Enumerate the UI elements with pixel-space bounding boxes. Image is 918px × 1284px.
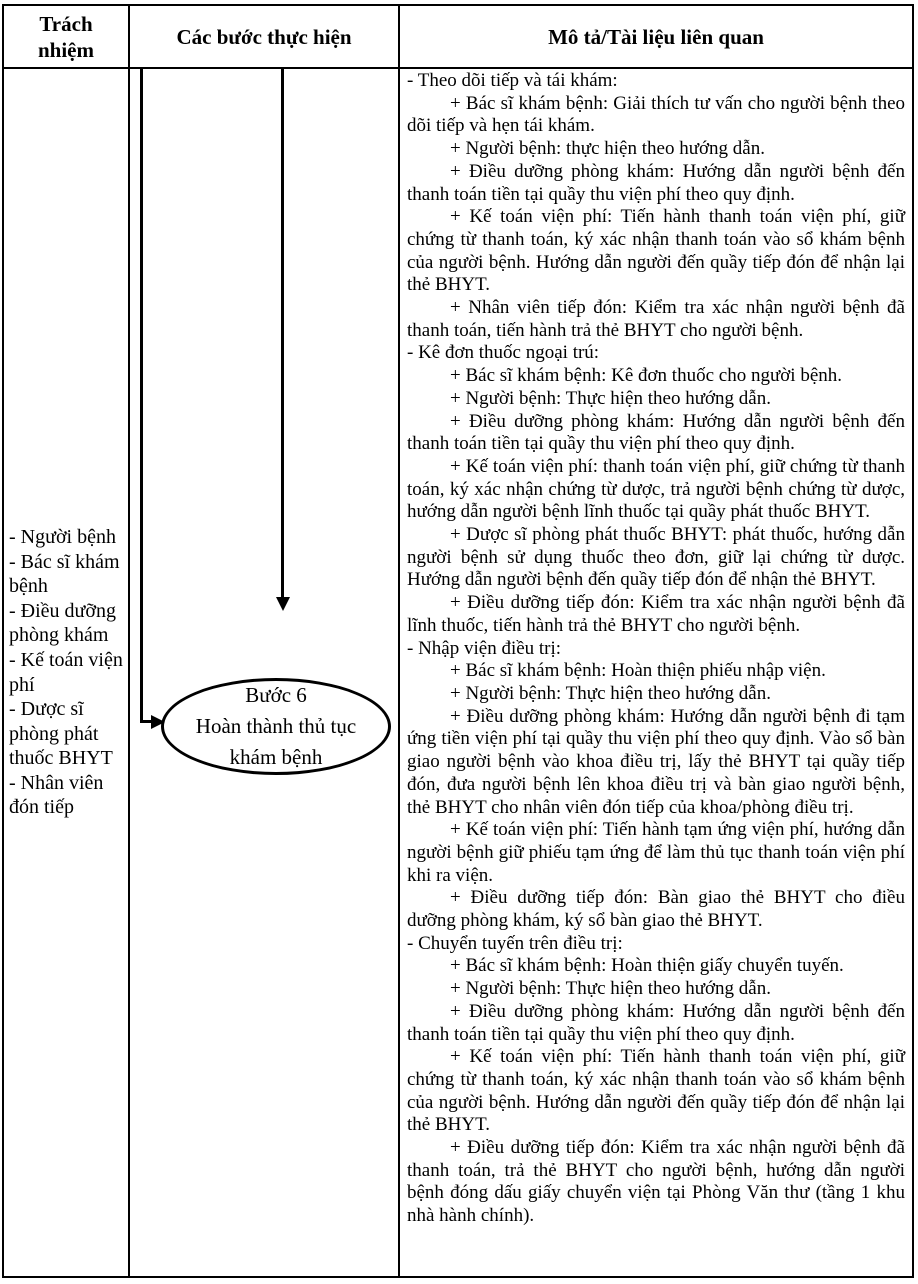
description-paragraph: + Điều dưỡng phòng khám: Hướng dẫn người bệnh đến thanh toán tiền tại quầy thu viện phí theo quy định.: [407, 410, 905, 455]
description-paragraph: + Người bệnh: thực hiện theo hướng dẫn.: [450, 138, 765, 160]
description-paragraph: + Người bệnh: Thực hiện theo hướng dẫn.: [450, 682, 771, 704]
header-steps: [130, 6, 400, 69]
responsibility-item: - Điều dưỡng phòng khám: [9, 599, 116, 647]
responsibility-item: - Người bệnh: [9, 525, 116, 548]
procedure-table: [2, 4, 914, 1278]
responsibility-cell: [4, 69, 130, 1276]
description-paragraph: + Điều dưỡng phòng khám: Hướng dẫn người bệnh đến thanh toán tiền tại quầy thu viện phí theo quy định.: [407, 1000, 905, 1045]
flowchart-cell: [130, 69, 400, 1276]
responsibility-item: - Nhân viên đón tiếp: [9, 771, 104, 819]
description-paragraph: + Bác sĩ khám bệnh: Giải thích tư vấn cho người bệnh theo dõi tiếp và hẹn tái khám.: [407, 92, 905, 137]
header-responsibility-label: Trách nhiệm: [37, 11, 94, 62]
description-paragraph: + Bác sĩ khám bệnh: Hoàn thiện phiếu nhập viện.: [450, 660, 826, 682]
description-paragraph: + Điều dưỡng phòng khám: Hướng dẫn người bệnh đi tạm ứng tiền viện phí tại quầy thu viện phí theo quy định. Vào sổ bàn giao người bệnh vào khoa điều trị, lấy thẻ BHYT tại quầy tiếp đón, đưa người bệnh lên khoa điều trị và bàn giao người bệnh, thẻ BHYT cho nhân viên đón tiếp của khoa/phòng điều trị.: [407, 705, 905, 818]
header-description: [400, 6, 912, 69]
description-cell: [400, 69, 912, 1276]
description-paragraph: + Nhân viên tiếp đón: Kiểm tra xác nhận người bệnh đã thanh toán, tiến hành trả thẻ BHYT cho người bệnh.: [407, 297, 905, 341]
responsibility-list: [9, 525, 123, 820]
description-paragraph: + Người bệnh: Thực hiện theo hướng dẫn.: [450, 387, 771, 409]
description-paragraph: + Kế toán viện phí: Tiến hành thanh toán viện phí, giữ chứng từ thanh toán, ký xác nhận thanh toán vào sổ khám bệnh của người bệnh. Hướng dẫn người đến quầy tiếp đón để nhận lại thẻ BHYT.: [407, 206, 905, 296]
step-6-node: [161, 678, 391, 775]
description-paragraphs: [407, 70, 905, 1228]
description-paragraph: + Điều dưỡng tiếp đón: Kiểm tra xác nhận người bệnh đã lĩnh thuốc, tiến hành trả thẻ BHYT cho người bệnh.: [407, 592, 905, 636]
responsibility-item: - Kế toán viện phí: [9, 648, 123, 696]
description-paragraph: - Kê đơn thuốc ngoại trú:: [407, 342, 600, 364]
header-responsibility: [4, 6, 130, 69]
description-paragraph: - Chuyển tuyến trên điều trị:: [407, 932, 623, 954]
step-title: Hoàn thành thủ tục khám bệnh: [195, 714, 357, 769]
flow-elbow-line: [140, 69, 143, 723]
description-paragraph: + Dược sĩ phòng phát thuốc BHYT: phát thuốc, hướng dẫn người bệnh sử dụng thuốc theo đơn, giữ lại chứng từ dược. Hướng dẫn người bệnh đến quầy tiếp đón để nhận thẻ BHYT.: [407, 524, 905, 591]
description-paragraph: - Theo dõi tiếp và tái khám:: [407, 70, 618, 91]
down-arrowhead-icon: [276, 597, 290, 611]
description-paragraph: + Điều dưỡng phòng khám: Hướng dẫn người bệnh đến thanh toán tiền tại quầy thu viện phí theo quy định.: [407, 160, 905, 205]
step-label: Bước 6: [245, 683, 307, 707]
description-paragraph: + Điều dưỡng tiếp đón: Bàn giao thẻ BHYT cho điều dưỡng phòng khám, ký sổ bàn giao thẻ BHYT.: [407, 887, 905, 932]
flow-vertical-line: [281, 69, 284, 597]
description-paragraph: + Điều dưỡng tiếp đón: Kiểm tra xác nhận người bệnh đã thanh toán, trả thẻ BHYT cho người bệnh, hướng dẫn người bệnh đóng dấu giấy chuyển viện tại Phòng Văn thư (tầng 1 khu nhà hành chính).: [407, 1137, 905, 1227]
description-paragraph: + Kế toán viện phí: thanh toán viện phí, giữ chứng từ thanh toán, ký xác nhận chứng từ dược, trả người bệnh chứng từ dược, hướng dẫn người bệnh lĩnh thuốc tại quầy phát thuốc BHYT.: [407, 455, 905, 523]
description-paragraph: + Kế toán viện phí: Tiến hành tạm ứng viện phí, hướng dẫn người bệnh giữ phiếu tạm ứng để làm thủ tục thanh toán viện phí khi ra viện.: [407, 819, 905, 886]
description-paragraph: + Bác sĩ khám bệnh: Hoàn thiện giấy chuyển tuyến.: [450, 955, 844, 977]
header-steps-label: Các bước thực hiện: [176, 24, 352, 49]
description-paragraph: + Kế toán viện phí: Tiến hành thanh toán viện phí, giữ chứng từ thanh toán, ký xác nhận thanh toán vào sổ khám bệnh của người bệnh. Hướng dẫn người đến quầy tiếp đón để nhận lại thẻ BHYT.: [407, 1046, 905, 1136]
responsibility-item: - Bác sĩ khám bệnh: [9, 550, 120, 598]
description-paragraph: + Người bệnh: Thực hiện theo hướng dẫn.: [450, 978, 771, 1000]
responsibility-item: - Dược sĩ phòng phát thuốc BHYT: [9, 698, 113, 770]
description-paragraph: - Nhập viện điều trị:: [407, 637, 562, 659]
header-description-label: Mô tả/Tài liệu liên quan: [548, 24, 764, 49]
description-paragraph: + Bác sĩ khám bệnh: Kê đơn thuốc cho người bệnh.: [450, 365, 843, 387]
